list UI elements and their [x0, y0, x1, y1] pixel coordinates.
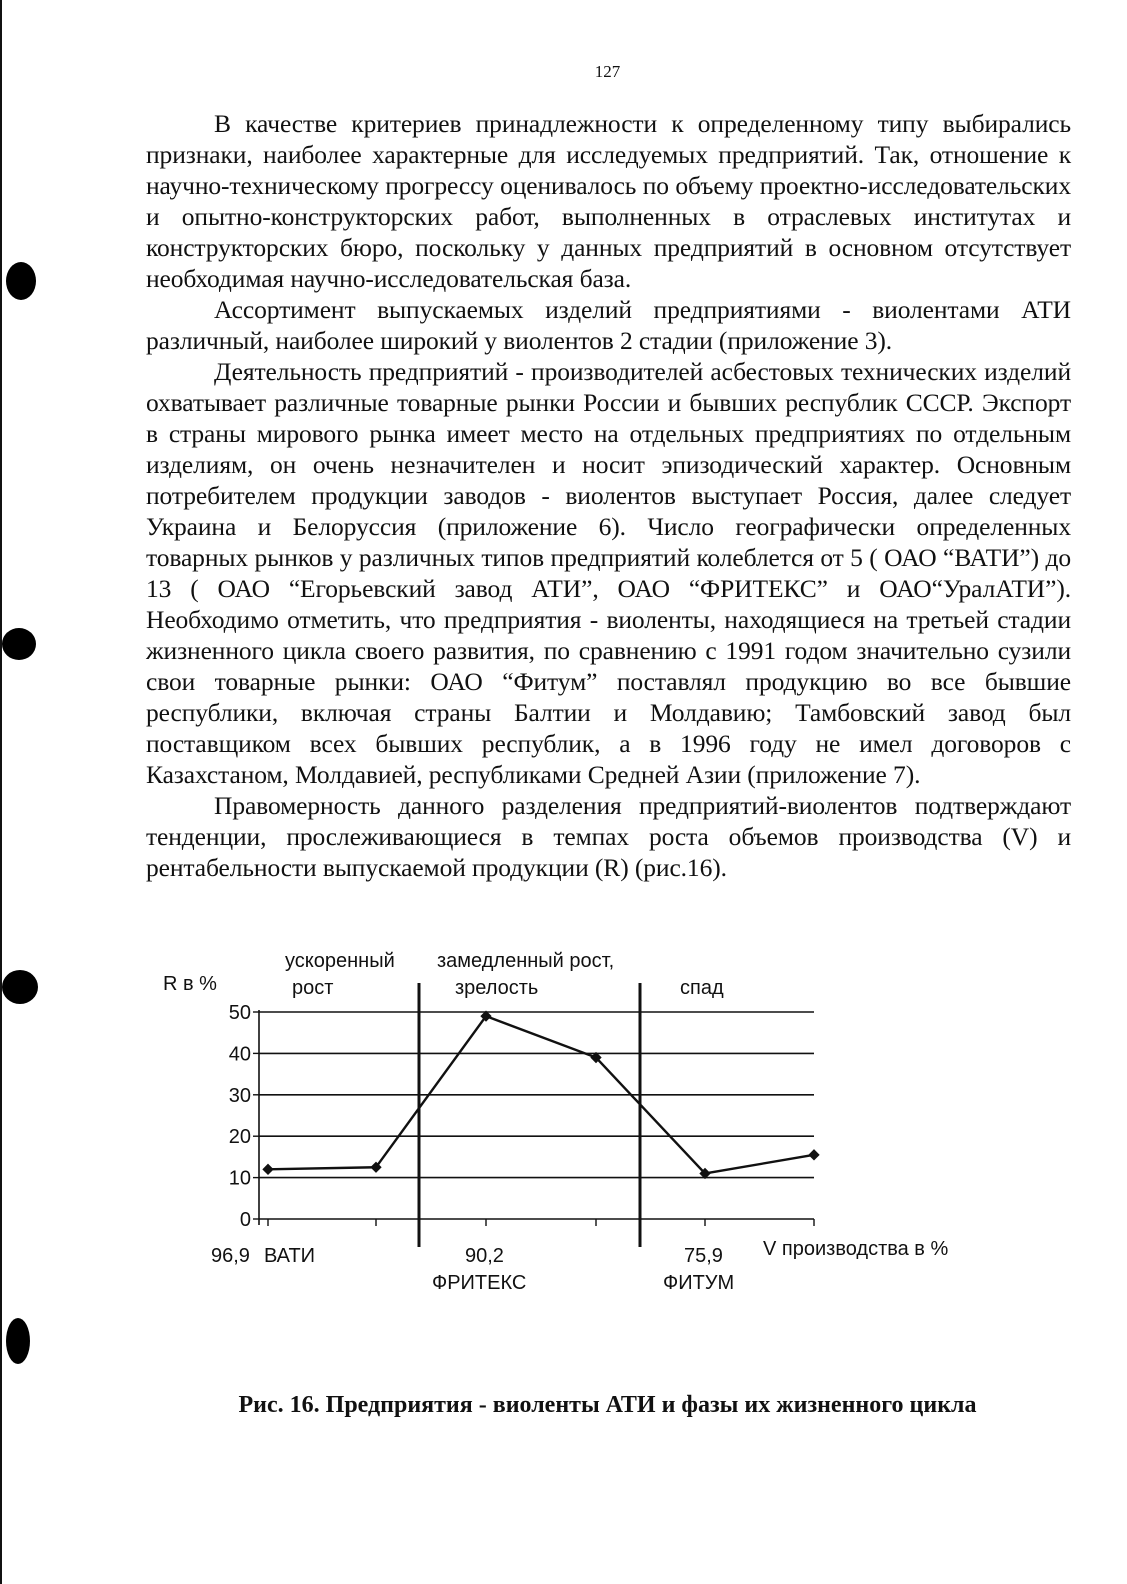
phase-label-2-line1: замедленный рост,: [437, 950, 615, 972]
x-label-name-2: ФРИТЕКС: [432, 1272, 527, 1294]
x-axis-label: V производства в %: [763, 1238, 949, 1260]
y-tick-label: 20: [228, 1126, 251, 1149]
y-axis-label: R в %: [163, 973, 217, 995]
phase-label-1-line2: рост: [292, 977, 334, 999]
x-label-name-3: ФИТУМ: [663, 1272, 735, 1294]
y-tick-label: 30: [228, 1084, 251, 1107]
paragraph: В качестве критериев принадлежности к определенному типу выбирались признаки, наиболее характерные для исследуемых предприятий. Так, отношение к научно-техническому прогрессу оценивалось по объему проектно-исследовательских и опытно-конструкторских работ, выполненных в отраслевых институтах и конструкторских бюро, поскольку у данных предприятий в основном отсутствует необходимая научно-исследовательская база.: [146, 109, 1071, 293]
punch-hole-mark: [6, 1318, 30, 1364]
x-label-name-1: ВАТИ: [264, 1245, 316, 1267]
data-point: [808, 1149, 819, 1160]
figure-caption: Рис. 16. Предприятия - виоленты АТИ и фазы их жизненного цикла: [238, 1392, 977, 1418]
x-label-value-2: 90,2: [465, 1245, 504, 1267]
paragraph: Ассортимент выпускаемых изделий предприятиями - виолентами АТИ различный, наиболее широкий у виолентов 2 стадии (приложение 3).: [146, 295, 1071, 355]
page-number: 127: [594, 62, 621, 81]
punch-hole-mark: [6, 262, 36, 300]
y-tick-label: 10: [228, 1167, 251, 1190]
phase-label-2-line2: зрелость: [455, 977, 539, 999]
body-text: [146, 108, 1071, 883]
phase-label-3-line2: спад: [680, 977, 724, 999]
life-cycle-chart: [0, 935, 1127, 1315]
phase-label-1-line1: ускоренный: [285, 950, 395, 972]
data-point: [262, 1164, 273, 1175]
paragraph: Деятельность предприятий - производителей асбестовых технических изделий охватывает различные товарные рынки России и бывших республик СССР. Экспорт в страны мирового рынка имеет место на отдельных предприятиях по отдельным изделиям, он очень незначителен и носит эпизодический характер. Основным потребителем продукции заводов - виолентов выступает Россия, далее следует Украина и Белоруссия (приложение 6). Число географически определенных товарных рынков у различных типов предприятий колеблется от 5 ( ОАО “ВАТИ”) до 13 ( ОАО “Егорьевский завод АТИ”, ОАО “ФРИТЕКС” и ОАО“УралАТИ”). Необходимо отметить, что предприятия - виоленты, находящиеся на третьей стадии жизненного цикла своего развития, по сравнению с 1991 годом значительно сузили свои товарные рынки: ОАО “Фитум” поставлял продукцию во все бывшие республики, включая страны Балтии и Молдавию; Тамбовский завод был поставщиком всех бывших республик, а в 1996 году не имел договоров с Казахстаном, Молдавией, республиками Средней Азии (приложение 7).: [146, 357, 1071, 789]
y-tick-label: 0: [239, 1209, 251, 1231]
scan-left-edge: [0, 0, 2, 1584]
figure: [0, 935, 1127, 1315]
x-label-value-1: 96,9: [211, 1245, 250, 1267]
y-tick-label: 40: [228, 1043, 251, 1066]
paragraph: Правомерность данного разделения предприятий-виолентов подтверждают тенденции, прослеживающиеся в темпах роста объемов производства (V) и рентабельности выпускаемой продукции (R) (рис.16).: [146, 791, 1071, 882]
punch-hole-mark: [2, 628, 36, 660]
x-label-value-3: 75,9: [684, 1245, 723, 1267]
y-tick-label: 50: [228, 1002, 251, 1024]
